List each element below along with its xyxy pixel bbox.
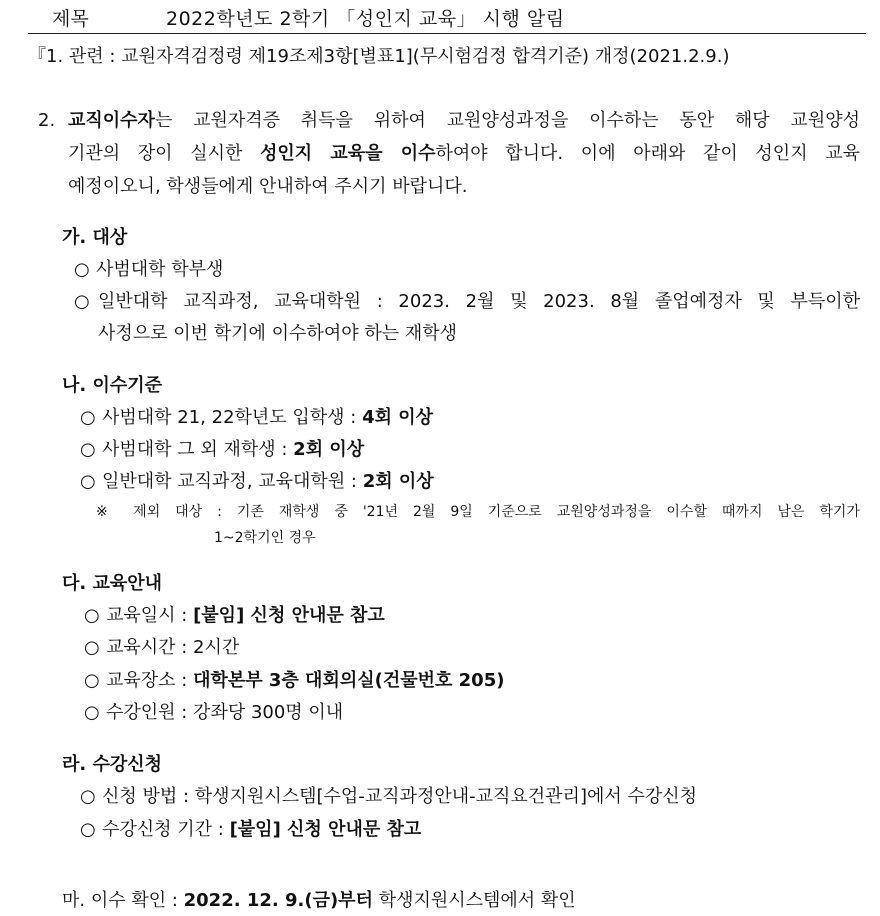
ra-value-2: [붙임] 신청 안내문 참고: [229, 819, 422, 840]
item-2-text-c: 하여야 합니다. 이에 아래와 같이 성인지 교육: [435, 143, 860, 164]
da-bullet-2: [84, 635, 239, 661]
ga-bullet-1: [74, 257, 223, 283]
item-2-text-b: 기관의 장이 실시한: [68, 143, 261, 164]
ra-text-1: 신청 방법 : 학생지원시스템[수업-교직과정안내-교직요건관리]에서 수강신청: [102, 786, 698, 807]
na-count-1: 4회 이상: [362, 407, 434, 428]
bullet-icon: ○: [80, 819, 96, 840]
da-text-1: 교육일시 :: [106, 605, 194, 626]
section-ma-line: [62, 888, 576, 914]
ga-text-2b: 사정으로 이번 학기에 이수하여야 하는 재학생: [98, 323, 457, 344]
ra-bullet-2: [80, 817, 421, 843]
ra-text-2: 수강신청 기간 :: [102, 819, 230, 840]
ma-label: 마. 이수 확인 :: [62, 890, 184, 911]
na-bullet-2: [80, 437, 364, 463]
emphasis-teacher-course: 교직이수자: [68, 110, 155, 131]
ra-bullet-1: [80, 784, 697, 810]
item-2-text-a: 는 교원자격증 취득을 위하여 교원양성과정을 이수하는 동안 해당 교원양성: [154, 110, 860, 131]
header-label: 제목: [52, 8, 89, 30]
na-text-1: 사범대학 21, 22학년도 입학생 :: [102, 407, 363, 428]
da-value-1: [붙임] 신청 안내문 참고: [193, 605, 385, 626]
section-ra-heading: 라. 수강신청: [62, 754, 163, 775]
ga-text-2a: 일반대학 교직과정, 교육대학원 : 2023. 2월 및 2023. 8월 졸업예정자 및 부득이한: [98, 291, 860, 312]
na-exclusion-note-2: 1~2학기인 경우: [214, 530, 316, 546]
bullet-icon: ○: [84, 605, 100, 626]
document-header: [28, 0, 866, 34]
ga-text-1: 사범대학 학부생: [96, 259, 224, 280]
da-text-4: 수강인원 : 강좌당 300명 이내: [106, 702, 344, 723]
na-text-3: 일반대학 교직과정, 교육대학원 :: [102, 471, 363, 492]
section-na-heading: 나. 이수기준: [62, 375, 163, 396]
da-bullet-1: [84, 603, 385, 629]
da-text-2: 교육시간 : 2시간: [106, 637, 240, 658]
na-exclusion-note-1: ※ 제외 대상 : 기존 재학생 중 '21년 2월 9일 기준으로 교원양성과정을 이수할 때까지 남은 학기가: [96, 504, 860, 520]
bullet-icon: ○: [80, 786, 96, 807]
bullet-icon: ○: [84, 702, 100, 723]
section-da-heading: 다. 교육안내: [62, 573, 163, 594]
emphasis-gender-education: 성인지 교육을 이수: [260, 143, 436, 164]
item-2-line-1: [68, 108, 860, 134]
bullet-icon: ○: [80, 439, 96, 460]
da-text-3: 교육장소 :: [106, 670, 194, 691]
document-title: 2022학년도 2학기 「성인지 교육」 시행 알림: [166, 8, 565, 30]
da-bullet-3: [84, 668, 504, 694]
ma-date: 2022. 12. 9.(금)부터: [183, 890, 373, 911]
na-bullet-3: [80, 469, 434, 495]
da-bullet-4: [84, 700, 343, 726]
item-2-line-2: [68, 141, 860, 167]
bullet-icon: ○: [80, 471, 96, 492]
bullet-icon: ○: [84, 637, 100, 658]
ga-bullet-2: [74, 289, 96, 315]
bullet-icon: ○: [80, 407, 96, 428]
bullet-icon: ○: [74, 291, 90, 312]
item-2-line-3: 예정이오니, 학생들에게 안내하여 주시기 바랍니다.: [68, 176, 468, 197]
ma-text: 학생지원시스템에서 확인: [372, 890, 576, 911]
section-ga-heading: 가. 대상: [62, 227, 128, 248]
item-2-number: 2.: [38, 110, 56, 131]
na-bullet-1: [80, 405, 433, 431]
item-1-reference: 『1. 관련 : 교원자격검정령 제19조제3항[별표1](무시험검정 합격기준) 개정(2021.2.9.): [28, 46, 730, 67]
na-count-2: 2회 이상: [293, 439, 365, 460]
da-value-3: 대학본부 3층 대회의실(건물번호 205): [193, 670, 505, 691]
na-text-2: 사범대학 그 외 재학생 :: [102, 439, 294, 460]
bullet-icon: ○: [74, 259, 90, 280]
na-count-3: 2회 이상: [362, 471, 434, 492]
bullet-icon: ○: [84, 670, 100, 691]
